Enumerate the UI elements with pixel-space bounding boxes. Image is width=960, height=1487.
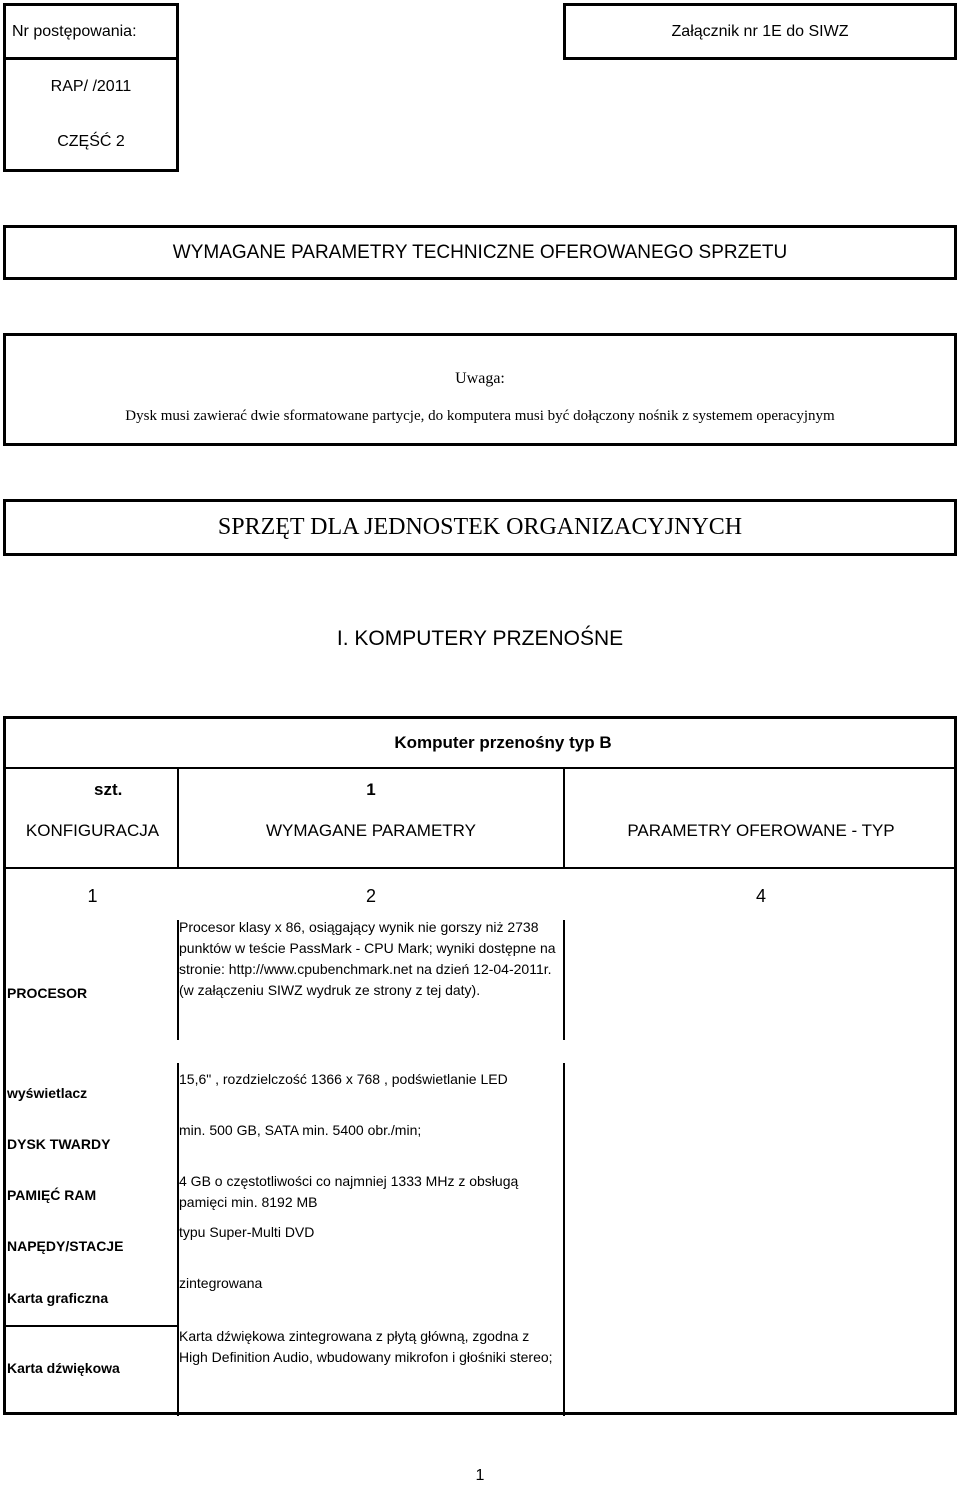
note-box <box>3 333 957 446</box>
row-value: Karta dźwiękowa zintegrowana z płytą główną, zgodna z High Definition Audio, wbudowany mikrofon i głośniki stereo; <box>179 1328 553 1365</box>
row-value: zintegrowana <box>179 1275 263 1291</box>
column-number-1: 1 <box>87 885 98 906</box>
product-title: Komputer przenośny typ B <box>394 733 612 752</box>
column-number-4: 4 <box>755 885 766 906</box>
note-heading: Uwaga: <box>455 370 505 387</box>
row-label: PROCESOR <box>7 985 88 1001</box>
header-oferowane: PARAMETRY OFEROWANE - TYP <box>627 821 895 840</box>
subsection-title: I. KOMPUTERY PRZENOŚNE <box>336 626 624 650</box>
row-label: NAPĘDY/STACJE <box>7 1238 124 1254</box>
header-divider <box>3 867 957 869</box>
row-value: Procesor klasy x 86, osiągający wynik nie gorszy niż 2738 punktów w teście PassMark - CPU Mark; wyniki dostępne na stronie: http://www.cpubenchmark.net na dzień 12-04-2011r. (w załączeniu SIWZ wydruk ze strony z tej daty). <box>179 919 556 998</box>
row-value: min. 500 GB, SATA min. 5400 obr./min; <box>179 1122 422 1138</box>
quantity-value: 1 <box>366 780 376 799</box>
page-number: 1 <box>475 1467 485 1484</box>
section-title: SPRZĘT DLA JEDNOSTEK ORGANIZACYJNYCH <box>217 514 743 540</box>
column-divider <box>563 769 565 867</box>
nr-postepowania-label: Nr postępowania: <box>12 22 137 40</box>
column-number-2: 2 <box>365 885 376 906</box>
column-divider <box>3 1325 178 1327</box>
reference-number: RAP/ /2011 <box>50 78 132 95</box>
row-label: Karta graficzna <box>7 1290 109 1306</box>
ref-part-box <box>3 60 179 172</box>
nr-postepowania-box <box>3 3 179 60</box>
row-label: PAMIĘĆ RAM <box>7 1187 97 1203</box>
attachment-box <box>563 3 957 60</box>
column-divider <box>563 1063 565 1416</box>
row-value: 4 GB o częstotliwości co najmniej 1333 MHz z obsługą pamięci min. 8192 MB <box>179 1173 519 1210</box>
row-label: DYSK TWARDY <box>7 1136 111 1152</box>
subsection-title-box <box>3 610 957 667</box>
document-title-box <box>3 225 957 280</box>
row-label: Karta dźwiękowa <box>7 1360 120 1376</box>
row-value: typu Super-Multi DVD <box>179 1224 315 1240</box>
column-divider <box>177 769 179 867</box>
header-konfiguracja: KONFIGURACJA <box>25 821 160 840</box>
section-title-box <box>3 499 957 556</box>
document-title: WYMAGANE PARAMETRY TECHNICZNE OFEROWANEGO SPRZETU <box>172 241 788 263</box>
row-label: wyświetlacz <box>7 1085 88 1101</box>
part-label: CZĘŚĆ 2 <box>57 132 125 150</box>
quantity-label: szt. <box>94 780 123 799</box>
row-value: 15,6" , rozdzielczość 1366 x 768 , podświetlanie LED <box>179 1071 508 1087</box>
note-text: Dysk musi zawierać dwie sformatowane partycje, do komputera musi być dołączony nośnik z systemem operacyjnym <box>125 408 835 424</box>
column-divider <box>563 920 565 1040</box>
attachment-label: Załącznik nr 1E do SIWZ <box>671 22 849 40</box>
header-wymagane: WYMAGANE PARAMETRY <box>265 821 476 840</box>
